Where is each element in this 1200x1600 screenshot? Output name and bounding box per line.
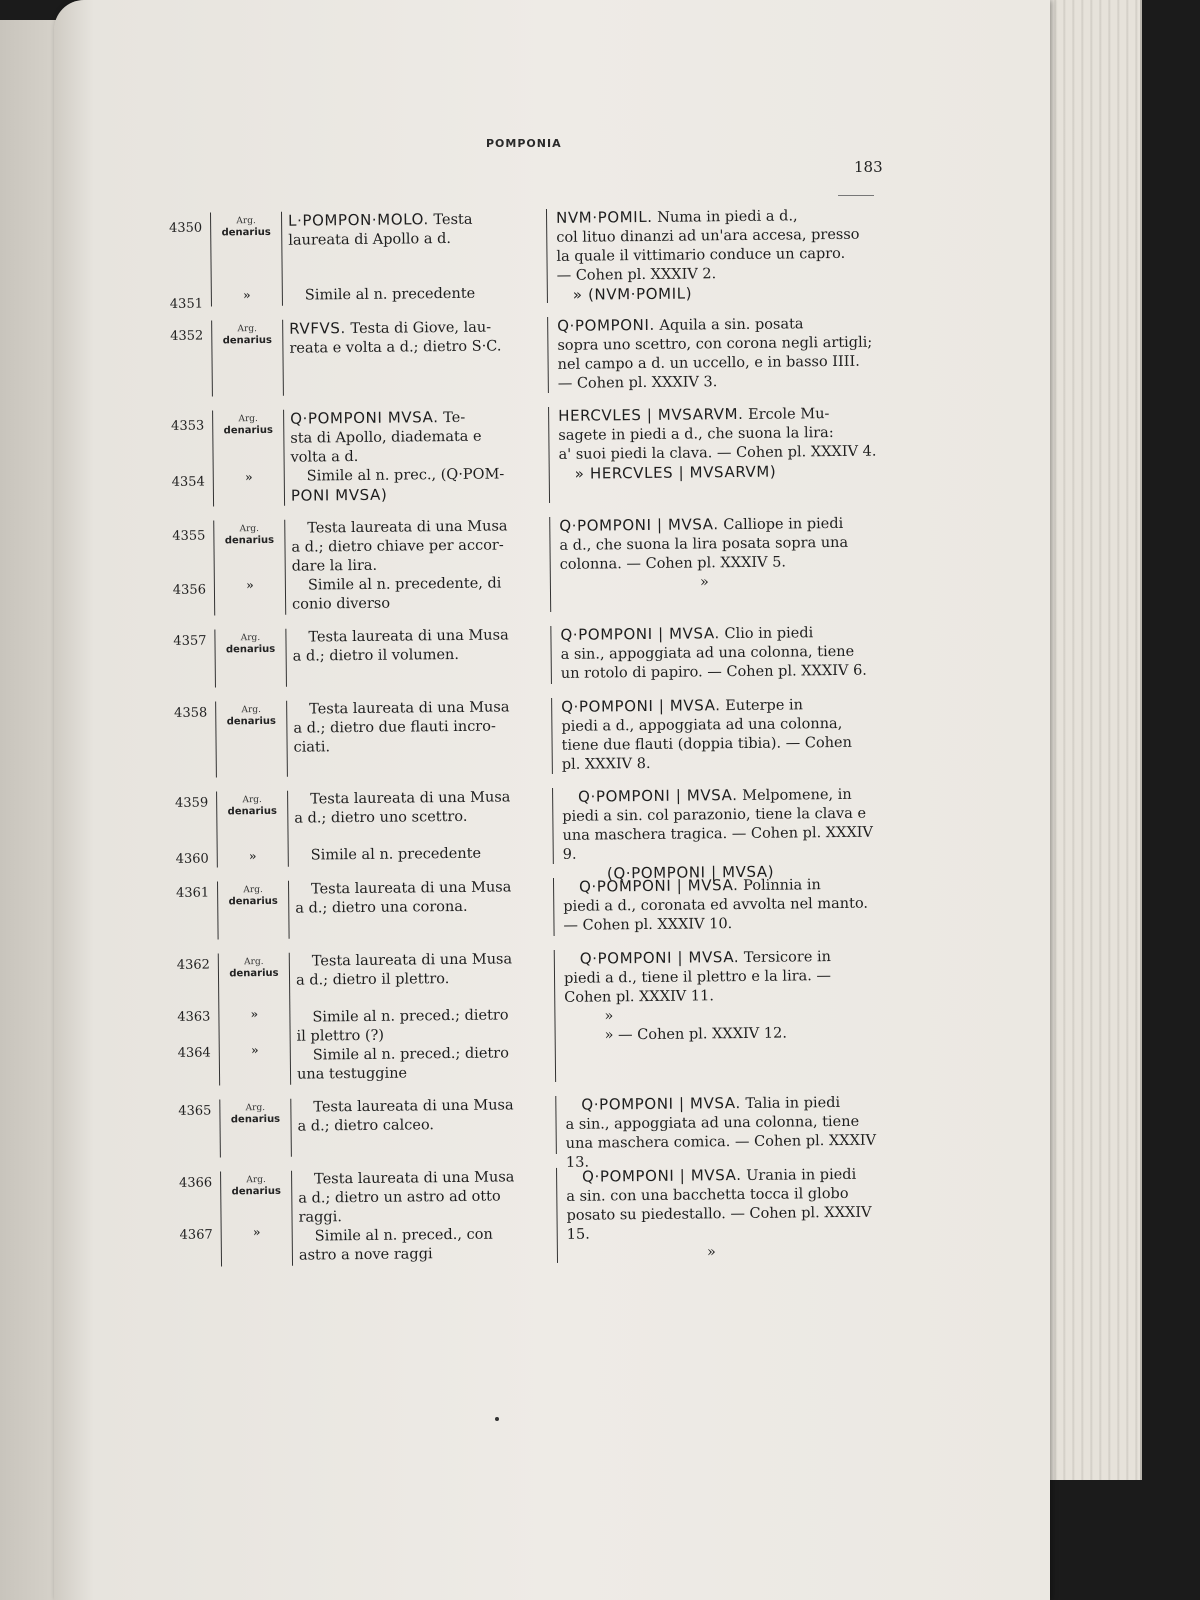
obverse-line: Simile al n. precedente, di	[307, 575, 502, 594]
obverse-text: Testa di Giove, lau-	[345, 319, 492, 338]
obverse-line: Simile al n. preced., con	[314, 1226, 493, 1245]
reverse-line: piedi a d., appoggiata ad una colonna,	[561, 715, 843, 735]
obverse-line: a d.; dietro chiave per accor-	[291, 537, 504, 556]
entry-4353-4354	[166, 403, 887, 507]
denomination-column	[219, 1099, 292, 1158]
obverse-line: una testuggine	[296, 1065, 408, 1083]
metal-label: Arg.	[236, 216, 256, 227]
entry-number: 4357	[173, 633, 207, 649]
reverse-legend: Q·POMPONI | MVSA.	[559, 515, 719, 535]
reverse-description	[562, 785, 883, 884]
metal-label: Arg.	[237, 324, 257, 335]
reverse-text: Urania in piedi	[741, 1166, 857, 1185]
reverse-line: » HERCVLES | MVSARVM)	[574, 462, 777, 483]
metal-label: Arg.	[245, 1102, 266, 1114]
obverse-description	[290, 407, 550, 506]
reverse-line: »	[604, 1008, 614, 1025]
ditto-mark: »	[250, 1043, 259, 1058]
metal-label: Arg.	[241, 705, 261, 716]
obverse-line: a d.; dietro una corona.	[295, 898, 468, 917]
reverse-line: — Cohen pl. XXXIV 2.	[556, 266, 717, 284]
obverse-line: raggi.	[298, 1209, 342, 1226]
denomination-column	[216, 791, 289, 868]
reverse-description	[559, 514, 880, 594]
entry-number: 4362	[176, 957, 210, 973]
denomination-label: denarius	[224, 534, 275, 547]
denomination-label: denarius	[231, 1185, 281, 1198]
obverse-line: Testa laureata di una Musa	[311, 879, 512, 898]
denomination-label: denarius	[222, 334, 273, 347]
obverse-line: Testa laureata di una Musa	[310, 789, 511, 808]
reverse-legend: Q·POMPONI.	[557, 315, 655, 335]
reverse-legend: Q·POMPONI | MVSA.	[578, 876, 739, 896]
entry-number: 4363	[177, 1009, 211, 1025]
metal-label: Arg.	[240, 633, 261, 644]
denomination-column	[212, 410, 285, 507]
denomination-label: denarius	[229, 967, 279, 980]
denomination-column	[215, 701, 288, 778]
obverse-description	[294, 788, 554, 867]
reverse-line: » — Cohen pl. XXXIV 12.	[604, 1025, 787, 1044]
obverse-line: Testa laureata di una Musa	[311, 951, 513, 970]
obverse-line: a d.; dietro il volumen.	[292, 646, 460, 665]
reverse-line: — Cohen pl. XXXIV 10.	[563, 916, 733, 934]
denomination-column	[217, 881, 290, 940]
reverse-description	[564, 947, 885, 1046]
header-rule	[838, 195, 874, 196]
reverse-text: Tersicore in	[739, 949, 832, 967]
entry-number: 4358	[174, 705, 208, 721]
reverse-line: la quale il vittimario conduce un capro.	[556, 245, 846, 265]
reverse-line: una maschera comica. — Cohen pl. XXXIV 13.	[565, 1132, 877, 1171]
entry-number: 4351	[169, 296, 204, 312]
reverse-legend: Q·POMPONI | MVSA.	[579, 948, 740, 968]
reverse-text: Numa in piedi a d.,	[652, 208, 798, 226]
denomination-column	[211, 320, 284, 397]
reverse-line: piedi a sin. col parazonio, tiene la clava e	[562, 805, 867, 825]
denomination-column	[210, 212, 283, 307]
obverse-line: astro a nove raggi	[298, 1246, 433, 1264]
reverse-line: nel campo a d. un uccello, e in basso IIII.	[557, 353, 860, 373]
reverse-line: un rotolo di papiro. — Cohen pl. XXXIV 6.	[560, 662, 867, 682]
entry-number: 4355	[172, 528, 206, 544]
obverse-line: a d.; dietro uno scettro.	[294, 808, 468, 827]
ditto-mark: »	[244, 470, 253, 485]
metal-label: Arg.	[246, 1174, 266, 1186]
reverse-legend: Q·POMPONI | MVSA.	[560, 624, 720, 644]
reverse-line: pl. XXXIV 8.	[561, 755, 651, 773]
obverse-description	[288, 209, 548, 306]
obverse-description	[291, 517, 551, 615]
obverse-line: PONI MVSA)	[290, 485, 388, 505]
reverse-text: Calliope in piedi	[718, 515, 844, 534]
reverse-line: colonna. — Cohen pl. XXXIV 5.	[559, 554, 787, 573]
reverse-line: sopra uno scettro, con corona negli artigli;	[557, 334, 873, 354]
entry-4352	[165, 313, 886, 397]
obverse-line: a d.; dietro il plettro.	[295, 971, 450, 989]
entry-number: 4366	[178, 1175, 213, 1191]
obverse-line: Testa laureata di una Musa	[313, 1097, 514, 1116]
obverse-line: Simile al n. preced.; dietro	[312, 1007, 509, 1026]
reverse-description	[558, 404, 879, 484]
entry-number: 4356	[172, 582, 207, 598]
reverse-description	[566, 1164, 887, 1263]
denomination-column	[218, 953, 291, 1086]
obverse-legend: Q·POMPONI MVSA.	[290, 408, 439, 428]
obverse-legend: RVFVS.	[289, 319, 346, 338]
obverse-description	[293, 698, 553, 777]
obverse-line: dare la lira.	[291, 557, 378, 575]
denomination-column	[220, 1171, 293, 1267]
entry-4359-4360	[170, 784, 891, 883]
obverse-line: volta a d.	[290, 448, 359, 466]
obverse-text: Testa	[428, 211, 473, 229]
denomination-label: denarius	[230, 1113, 281, 1126]
obverse-description	[292, 626, 552, 687]
obverse-legend: L·POMPON·MOLO.	[287, 210, 429, 230]
entry-number: 4353	[171, 418, 205, 434]
obverse-line: conio diverso	[292, 595, 391, 613]
entry-number: 4350	[168, 220, 203, 236]
entry-number: 4364	[177, 1045, 211, 1061]
reverse-line: a d., che suona la lira posata sopra una	[559, 534, 849, 554]
reverse-line: — Cohen pl. XXXIV 3.	[557, 374, 718, 392]
denomination-label: denarius	[227, 805, 277, 818]
reverse-text: Euterpe in	[720, 697, 804, 715]
reverse-line: a sin., appoggiata ad una colonna, tiene	[565, 1113, 860, 1133]
denomination-label: denarius	[223, 424, 273, 437]
reverse-line: »	[706, 1244, 716, 1261]
reverse-description	[560, 623, 881, 684]
reverse-line: a sin. con una bacchetta tocca il globo	[566, 1185, 849, 1205]
reverse-line: piedi a d., tiene il plettro e la lira. —	[563, 968, 832, 987]
ditto-mark: »	[250, 1007, 259, 1022]
reverse-legend: Q·POMPONI | MVSA.	[582, 1166, 742, 1186]
reverse-legend: Q·POMPONI | MVSA.	[581, 1094, 741, 1114]
reverse-line: Cohen pl. XXXIV 11.	[564, 988, 714, 1006]
obverse-description	[297, 1096, 557, 1157]
entry-number: 4360	[175, 851, 209, 867]
coin-catalogue	[164, 205, 895, 1280]
obverse-description	[296, 950, 556, 1085]
obverse-description	[289, 317, 549, 396]
reverse-line: »	[699, 574, 709, 591]
obverse-line: a d.; dietro calceo.	[297, 1117, 435, 1135]
reverse-line: (Q·POMPONI | MVSA)	[606, 862, 775, 883]
entry-4350-4351	[164, 205, 885, 312]
obverse-line: Simile al n. prec., (Q·POM-	[306, 466, 505, 485]
obverse-line: Testa laureata di una Musa	[309, 699, 510, 718]
page-number: 183	[854, 158, 883, 176]
metal-label: Arg.	[243, 885, 263, 896]
denomination-label: denarius	[221, 226, 271, 239]
obverse-line: a d.; dietro un astro ad otto	[298, 1188, 501, 1207]
book-page	[54, 0, 1050, 1600]
entry-4355-4356	[167, 513, 888, 616]
entry-4362-4364	[172, 946, 893, 1086]
obverse-line: Simile al n. preced.; dietro	[312, 1045, 510, 1064]
entry-number: 4352	[170, 328, 204, 344]
reverse-text: Aquila a sin. posata	[654, 316, 804, 334]
denomination-label: denarius	[226, 715, 277, 728]
reverse-line: a sin., appoggiata ad una colonna, tiene	[560, 643, 855, 663]
entry-4358	[169, 694, 890, 778]
reverse-description	[561, 695, 882, 775]
running-head: POMPONIA	[486, 137, 562, 150]
metal-label: Arg.	[239, 524, 260, 535]
reverse-line: sagete in piedi a d., che suona la lira:	[558, 424, 834, 444]
obverse-line: reata e volta a d.; dietro S·C.	[289, 338, 502, 357]
reverse-line: piedi a d., coronata ed avvolta nel manto.	[563, 895, 869, 915]
obverse-description	[295, 878, 555, 939]
reverse-text: Ercole Mu-	[743, 406, 830, 423]
reverse-line: una maschera tragica. — Cohen pl. XXXIV 9.	[562, 824, 874, 863]
entry-number: 4367	[179, 1227, 213, 1243]
entry-4365	[173, 1092, 894, 1171]
obverse-line: Testa laureata di una Musa	[308, 627, 509, 646]
entry-4357	[168, 622, 889, 688]
reverse-line: a' suoi piedi la clava. — Cohen pl. XXXIV 4.	[558, 443, 877, 463]
denomination-column	[214, 629, 287, 688]
obverse-line: laureata di Apollo a d.	[288, 230, 452, 249]
reverse-line: posato su piedestallo. — Cohen pl. XXXIV 15.	[566, 1204, 872, 1243]
reverse-legend: NVM·POMIL.	[555, 207, 653, 227]
reverse-description	[557, 314, 878, 394]
reverse-legend: Q·POMPONI | MVSA.	[578, 786, 738, 806]
reverse-text: Clio in piedi	[719, 625, 814, 643]
obverse-line: a d.; dietro due flauti incro-	[293, 718, 496, 737]
entry-number: 4359	[175, 795, 209, 811]
reverse-description	[563, 875, 884, 936]
entry-number: 4354	[171, 474, 205, 490]
denomination-label: denarius	[228, 895, 278, 908]
reverse-line: tiene due flauti (doppia tibia). — Cohen	[561, 734, 853, 754]
page-dot-mark	[495, 1417, 499, 1421]
ditto-mark: »	[243, 288, 251, 303]
reverse-line: col lituo dinanzi ad un'ara accesa, presso	[556, 226, 860, 246]
denomination-column	[213, 520, 286, 616]
reverse-text: Talia in piedi	[740, 1094, 841, 1113]
ditto-mark: »	[246, 578, 254, 593]
reverse-line: » (NVM·POMIL)	[572, 284, 693, 304]
reverse-description	[556, 206, 877, 305]
reverse-text: Melpomene, in	[737, 786, 852, 805]
obverse-line: Simile al n. precedente	[304, 285, 476, 304]
entry-number: 4365	[178, 1103, 212, 1119]
obverse-line: Simile al n. precedente	[310, 845, 482, 864]
reverse-text: Polinnia in	[738, 877, 821, 895]
reverse-legend: HERCVLES | MVSARVM.	[558, 404, 744, 425]
obverse-description	[298, 1168, 558, 1266]
denomination-label: denarius	[225, 643, 276, 656]
obverse-line: Testa laureata di una Musa	[307, 518, 508, 537]
ditto-mark: »	[252, 1225, 261, 1240]
reverse-legend: Q·POMPONI | MVSA.	[561, 696, 721, 716]
obverse-line: il plettro (?)	[296, 1027, 385, 1045]
entry-number: 4361	[175, 885, 210, 901]
entry-4361	[171, 874, 892, 940]
obverse-line: ciati.	[293, 739, 331, 756]
obverse-text: Te-	[438, 409, 466, 427]
metal-label: Arg.	[238, 414, 258, 425]
metal-label: Arg.	[242, 795, 262, 806]
reverse-description	[565, 1092, 886, 1172]
obverse-line: Testa laureata di una Musa	[314, 1169, 515, 1188]
metal-label: Arg.	[244, 956, 264, 968]
ditto-mark: »	[248, 849, 257, 864]
entry-4366-4367	[174, 1164, 895, 1267]
obverse-line: sta di Apollo, diademata e	[290, 428, 482, 447]
